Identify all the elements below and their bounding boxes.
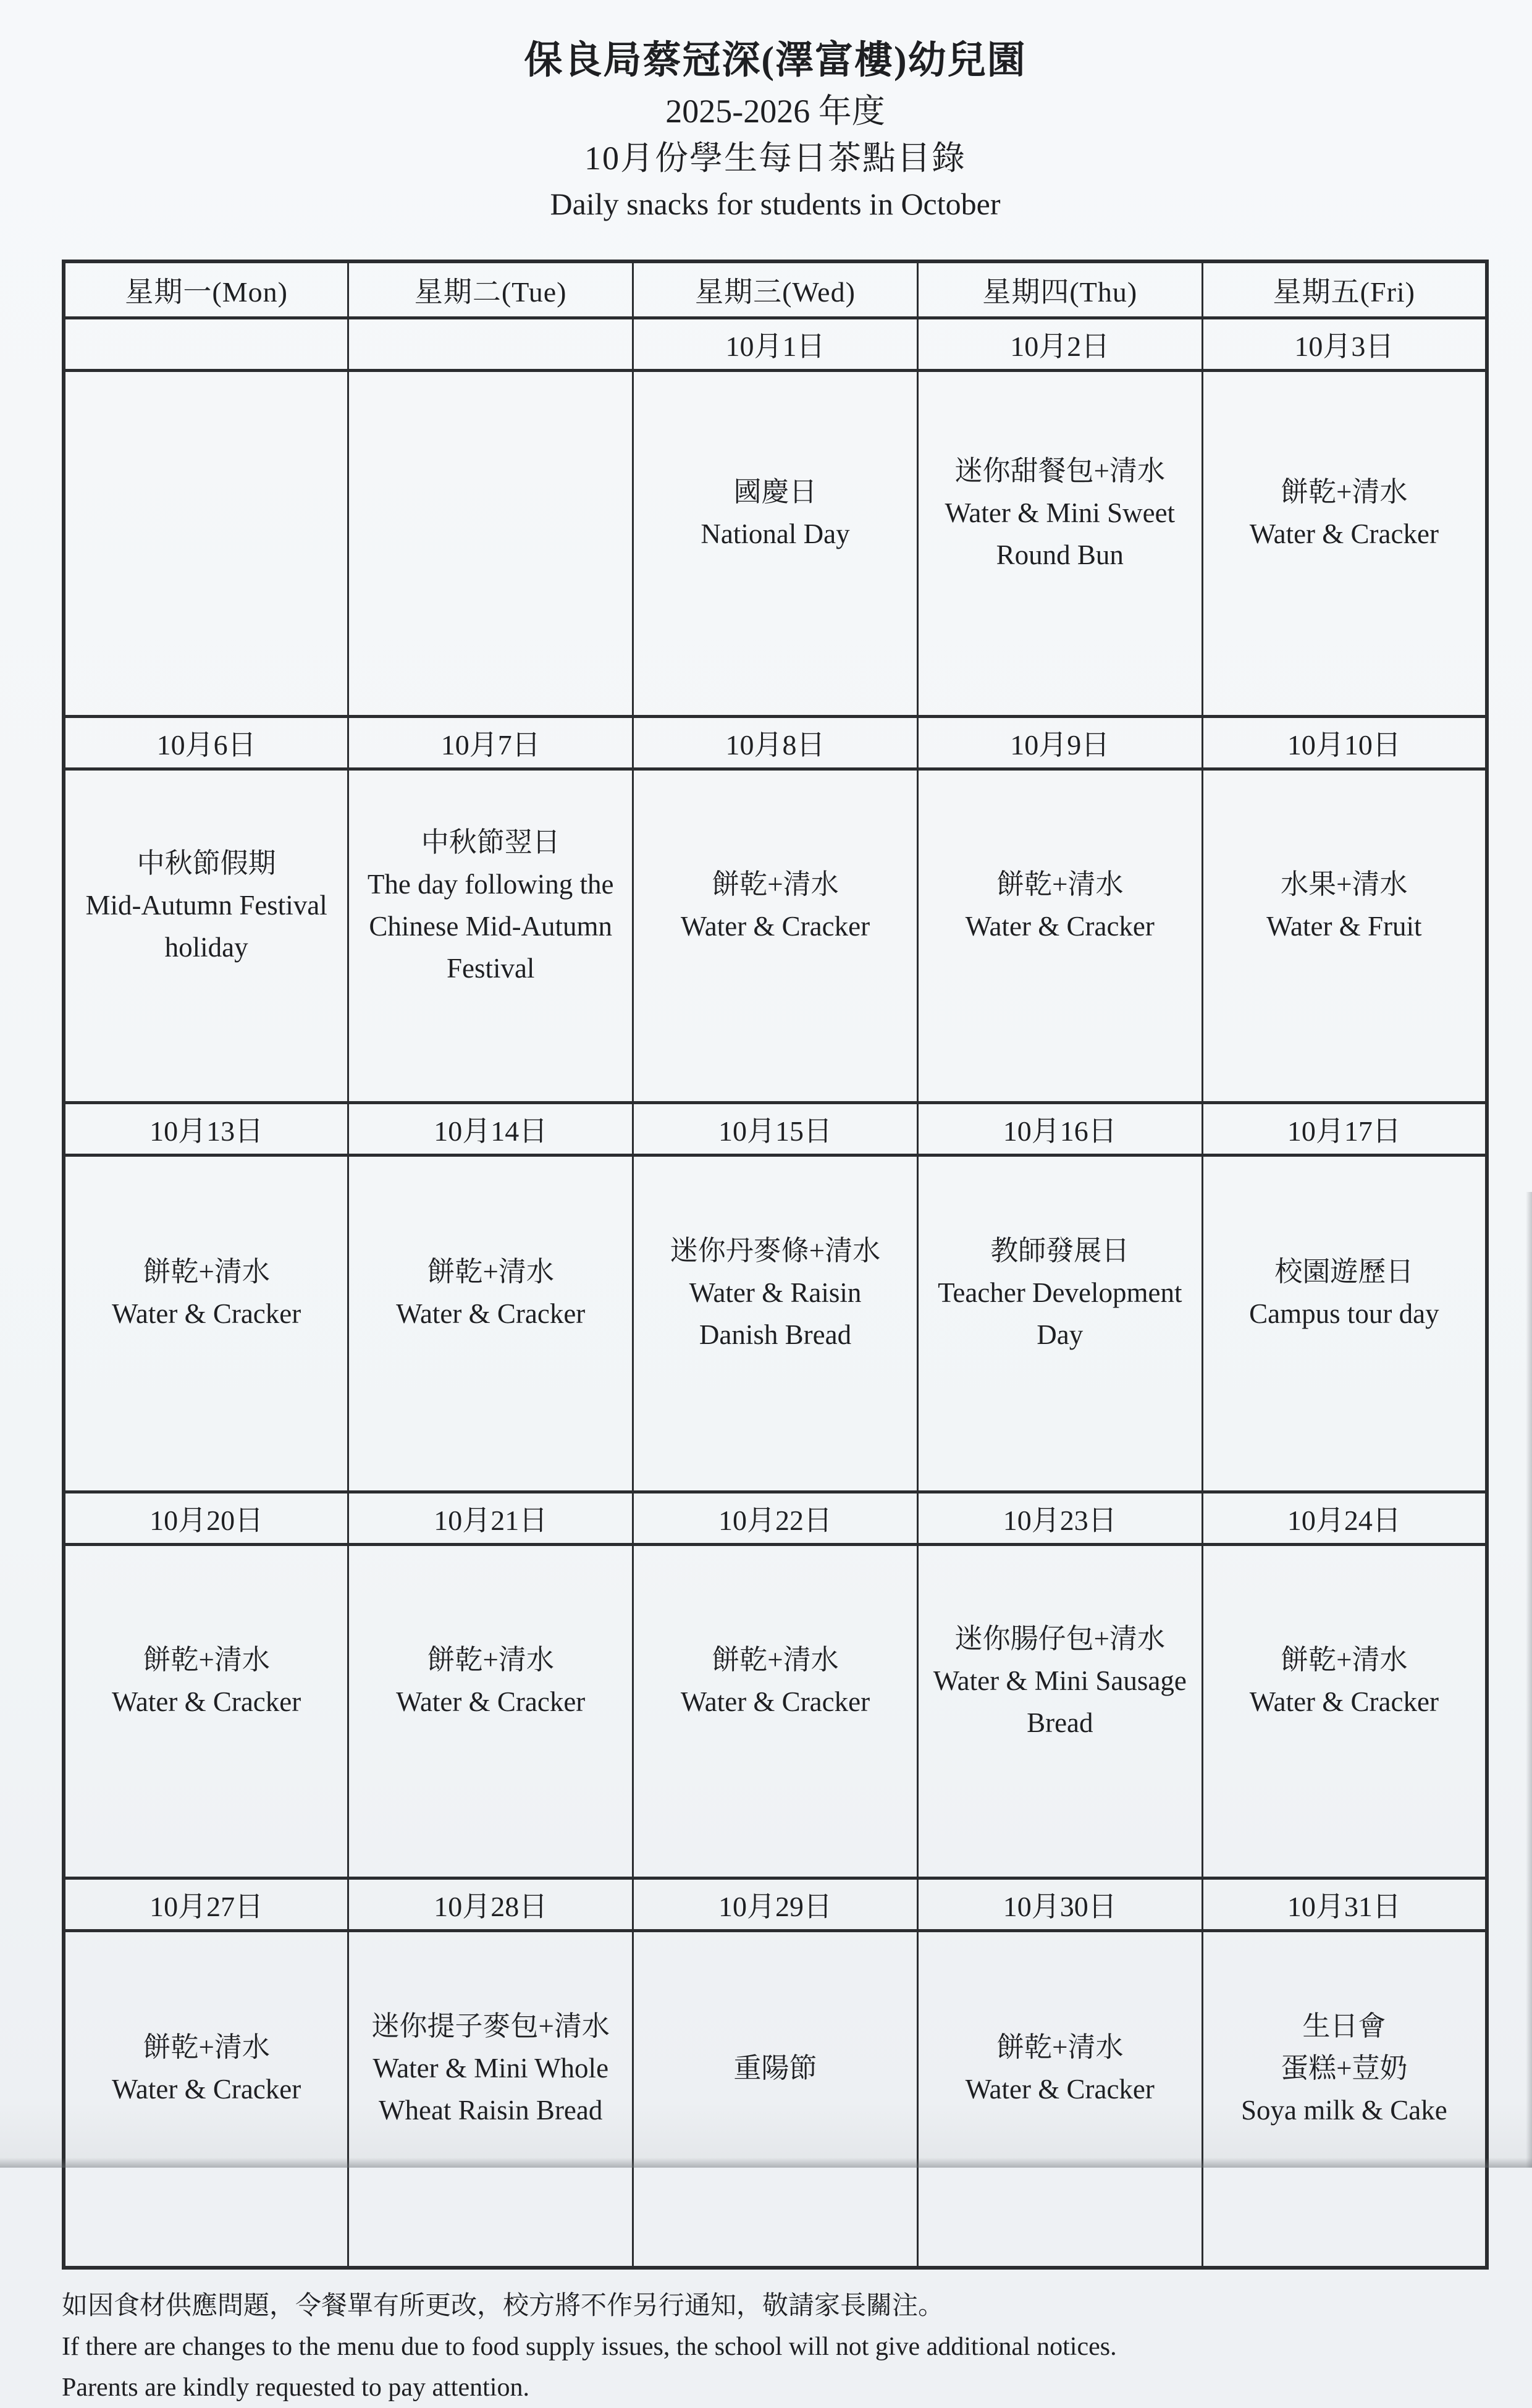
menu-cell [633, 769, 918, 1103]
date-cell: 10月15日 [633, 1103, 918, 1155]
menu-line: 餅乾+清水 [143, 1644, 270, 1675]
date-row-week4 [64, 1492, 1487, 1545]
date-cell: 10月8日 [633, 717, 918, 769]
menu-line: Water & Mini Sweet [945, 497, 1176, 528]
menu-line: 餅乾+清水 [996, 2032, 1124, 2063]
snack-menu-table [62, 260, 1489, 2270]
menu-line: Chinese Mid-Autumn [369, 910, 613, 942]
menu-line: 迷你甜餐包+清水 [954, 455, 1165, 486]
date-cell: 10月16日 [917, 1103, 1202, 1155]
menu-line: National Day [701, 518, 850, 549]
menu-row-week3 [64, 1155, 1487, 1492]
menu-line: 中秋節假期 [137, 847, 276, 879]
menu-line: Water & Cracker [112, 2074, 301, 2105]
menu-cell [348, 769, 633, 1103]
date-cell: 10月1日 [633, 318, 918, 371]
menu-cell-empty [348, 371, 633, 717]
menu-line: Campus tour day [1249, 1298, 1439, 1329]
menu-line: Water & Cracker [396, 1686, 586, 1717]
menu-line: 中秋節翌日 [421, 826, 560, 858]
menu-line: Mid-Autumn Festival [85, 889, 327, 921]
menu-line: 蛋糕+荳奶 [1281, 2053, 1408, 2084]
menu-cell [64, 1931, 348, 2268]
menu-line: 水果+清水 [1281, 868, 1408, 900]
menu-row-week1 [64, 371, 1487, 717]
menu-cell [64, 1545, 348, 1878]
menu-line: 校園遊歷日 [1274, 1256, 1414, 1287]
menu-line: Day [1037, 1319, 1084, 1350]
menu-cell [64, 1155, 348, 1492]
date-cell: 10月31日 [1202, 1878, 1487, 1931]
menu-cell [1202, 1155, 1487, 1492]
menu-line: Water & Cracker [1249, 518, 1439, 549]
menu-line: Water & Cracker [112, 1686, 301, 1717]
menu-line: Teacher Development [938, 1277, 1182, 1308]
date-cell: 10月14日 [348, 1103, 633, 1155]
scan-edge-bottom [0, 2158, 1532, 2168]
menu-line: Round Bun [996, 539, 1124, 570]
content-area [62, 0, 1489, 2408]
date-cell: 10月29日 [633, 1878, 918, 1931]
menu-line: Bread [1027, 1707, 1093, 1738]
menu-line: 餅乾+清水 [712, 868, 839, 900]
menu-cell [633, 1545, 918, 1878]
date-cell: 10月20日 [64, 1492, 348, 1545]
menu-line: Water & Mini Whole [372, 2053, 609, 2084]
menu-line: Water & Mini Sausage [933, 1665, 1187, 1696]
date-cell: 10月7日 [348, 717, 633, 769]
menu-line: Water & Cracker [680, 1686, 870, 1717]
menu-cell [917, 1155, 1202, 1492]
menu-title-en: Daily snacks for students in October [550, 187, 1001, 221]
school-year: 2025-2026 年度 [665, 93, 885, 130]
menu-line: Festival [446, 952, 535, 984]
date-cell: 10月27日 [64, 1878, 348, 1931]
menu-cell [64, 769, 348, 1103]
footer-note-zh: 如因食材供應問題，令餐單有所更改，校方將不作另行通知，敬請家長關注。 [62, 2292, 945, 2320]
menu-line: 餅乾+清水 [712, 1644, 839, 1675]
menu-line: holiday [164, 931, 248, 963]
footer-note-en-1: If there are changes to the menu due to food supply issues, the school will not give additional notices. [62, 2333, 1117, 2361]
date-cell: 10月28日 [348, 1878, 633, 1931]
menu-cell [348, 1931, 633, 2268]
date-cell: 10月10日 [1202, 717, 1487, 769]
menu-cell [1202, 1545, 1487, 1878]
scan-edge-right [1526, 1192, 1532, 2168]
menu-row-week4 [64, 1545, 1487, 1878]
menu-line: 餅乾+清水 [1281, 476, 1408, 507]
menu-cell [1202, 371, 1487, 717]
weekday-header-row [64, 261, 1487, 318]
menu-line: 餅乾+清水 [143, 1256, 270, 1287]
date-cell: 10月30日 [917, 1878, 1202, 1931]
menu-line: The day following the [367, 868, 614, 900]
date-cell: 10月9日 [917, 717, 1202, 769]
menu-line: Water & Fruit [1266, 910, 1422, 942]
menu-row-week2 [64, 769, 1487, 1103]
menu-line: 國慶日 [733, 476, 817, 507]
menu-line: 重陽節 [733, 2053, 817, 2084]
date-cell: 10月22日 [633, 1492, 918, 1545]
menu-line: Wheat Raisin Bread [379, 2095, 603, 2126]
menu-line: 教師發展日 [990, 1235, 1130, 1266]
menu-line: Water & Cracker [965, 910, 1155, 942]
menu-cell [917, 1545, 1202, 1878]
menu-line: Water & Cracker [396, 1298, 586, 1329]
menu-cell [1202, 769, 1487, 1103]
menu-line: 迷你腸仔包+清水 [954, 1623, 1165, 1654]
menu-cell [633, 1931, 918, 2268]
title-block [62, 0, 1489, 226]
menu-cell [1202, 1931, 1487, 2268]
menu-line: Water & Raisin [689, 1277, 862, 1308]
date-row-week5 [64, 1878, 1487, 1931]
date-row-week1 [64, 318, 1487, 371]
date-cell [64, 318, 348, 371]
date-cell [348, 318, 633, 371]
menu-line: 生日會 [1302, 2011, 1386, 2042]
header-thursday: 星期四(Thu) [917, 261, 1202, 318]
menu-row-week5 [64, 1931, 1487, 2268]
menu-line: 餅乾+清水 [427, 1256, 554, 1287]
menu-cell [633, 1155, 918, 1492]
menu-line: 迷你提子麥包+清水 [371, 2011, 610, 2042]
school-name: 保良局蔡冠深(澤富樓)幼兒園 [524, 40, 1027, 82]
menu-line: 餅乾+清水 [143, 2032, 270, 2063]
menu-line: Water & Cracker [680, 910, 870, 942]
menu-cell [348, 1545, 633, 1878]
menu-cell [917, 769, 1202, 1103]
date-cell: 10月24日 [1202, 1492, 1487, 1545]
menu-line: Water & Cracker [112, 1298, 301, 1329]
header-tuesday: 星期二(Tue) [348, 261, 633, 318]
date-cell: 10月23日 [917, 1492, 1202, 1545]
menu-line: Water & Cracker [965, 2074, 1155, 2105]
menu-cell [633, 371, 918, 717]
menu-line: Danish Bread [699, 1319, 852, 1350]
menu-title-zh: 10月份學生每日茶點目錄 [584, 140, 966, 177]
date-cell: 10月3日 [1202, 318, 1487, 371]
menu-line: Water & Cracker [1249, 1686, 1439, 1717]
date-cell: 10月17日 [1202, 1103, 1487, 1155]
date-cell: 10月2日 [917, 318, 1202, 371]
footer-note-en-2: Parents are kindly requested to pay attention. [62, 2373, 529, 2402]
footer-notes [62, 2286, 1489, 2408]
header-wednesday: 星期三(Wed) [633, 261, 918, 318]
menu-line: 餅乾+清水 [996, 868, 1124, 900]
menu-line: Soya milk & Cake [1240, 2095, 1447, 2126]
menu-cell-empty [64, 371, 348, 717]
menu-line: 餅乾+清水 [1281, 1644, 1408, 1675]
header-friday: 星期五(Fri) [1202, 261, 1487, 318]
header-monday: 星期一(Mon) [64, 261, 348, 318]
date-cell: 10月21日 [348, 1492, 633, 1545]
menu-line: 迷你丹麥條+清水 [670, 1235, 881, 1266]
date-cell: 10月6日 [64, 717, 348, 769]
menu-cell [917, 371, 1202, 717]
menu-cell [917, 1931, 1202, 2268]
date-cell: 10月13日 [64, 1103, 348, 1155]
menu-cell [348, 1155, 633, 1492]
date-row-week3 [64, 1103, 1487, 1155]
menu-line: 餅乾+清水 [427, 1644, 554, 1675]
date-row-week2 [64, 717, 1487, 769]
